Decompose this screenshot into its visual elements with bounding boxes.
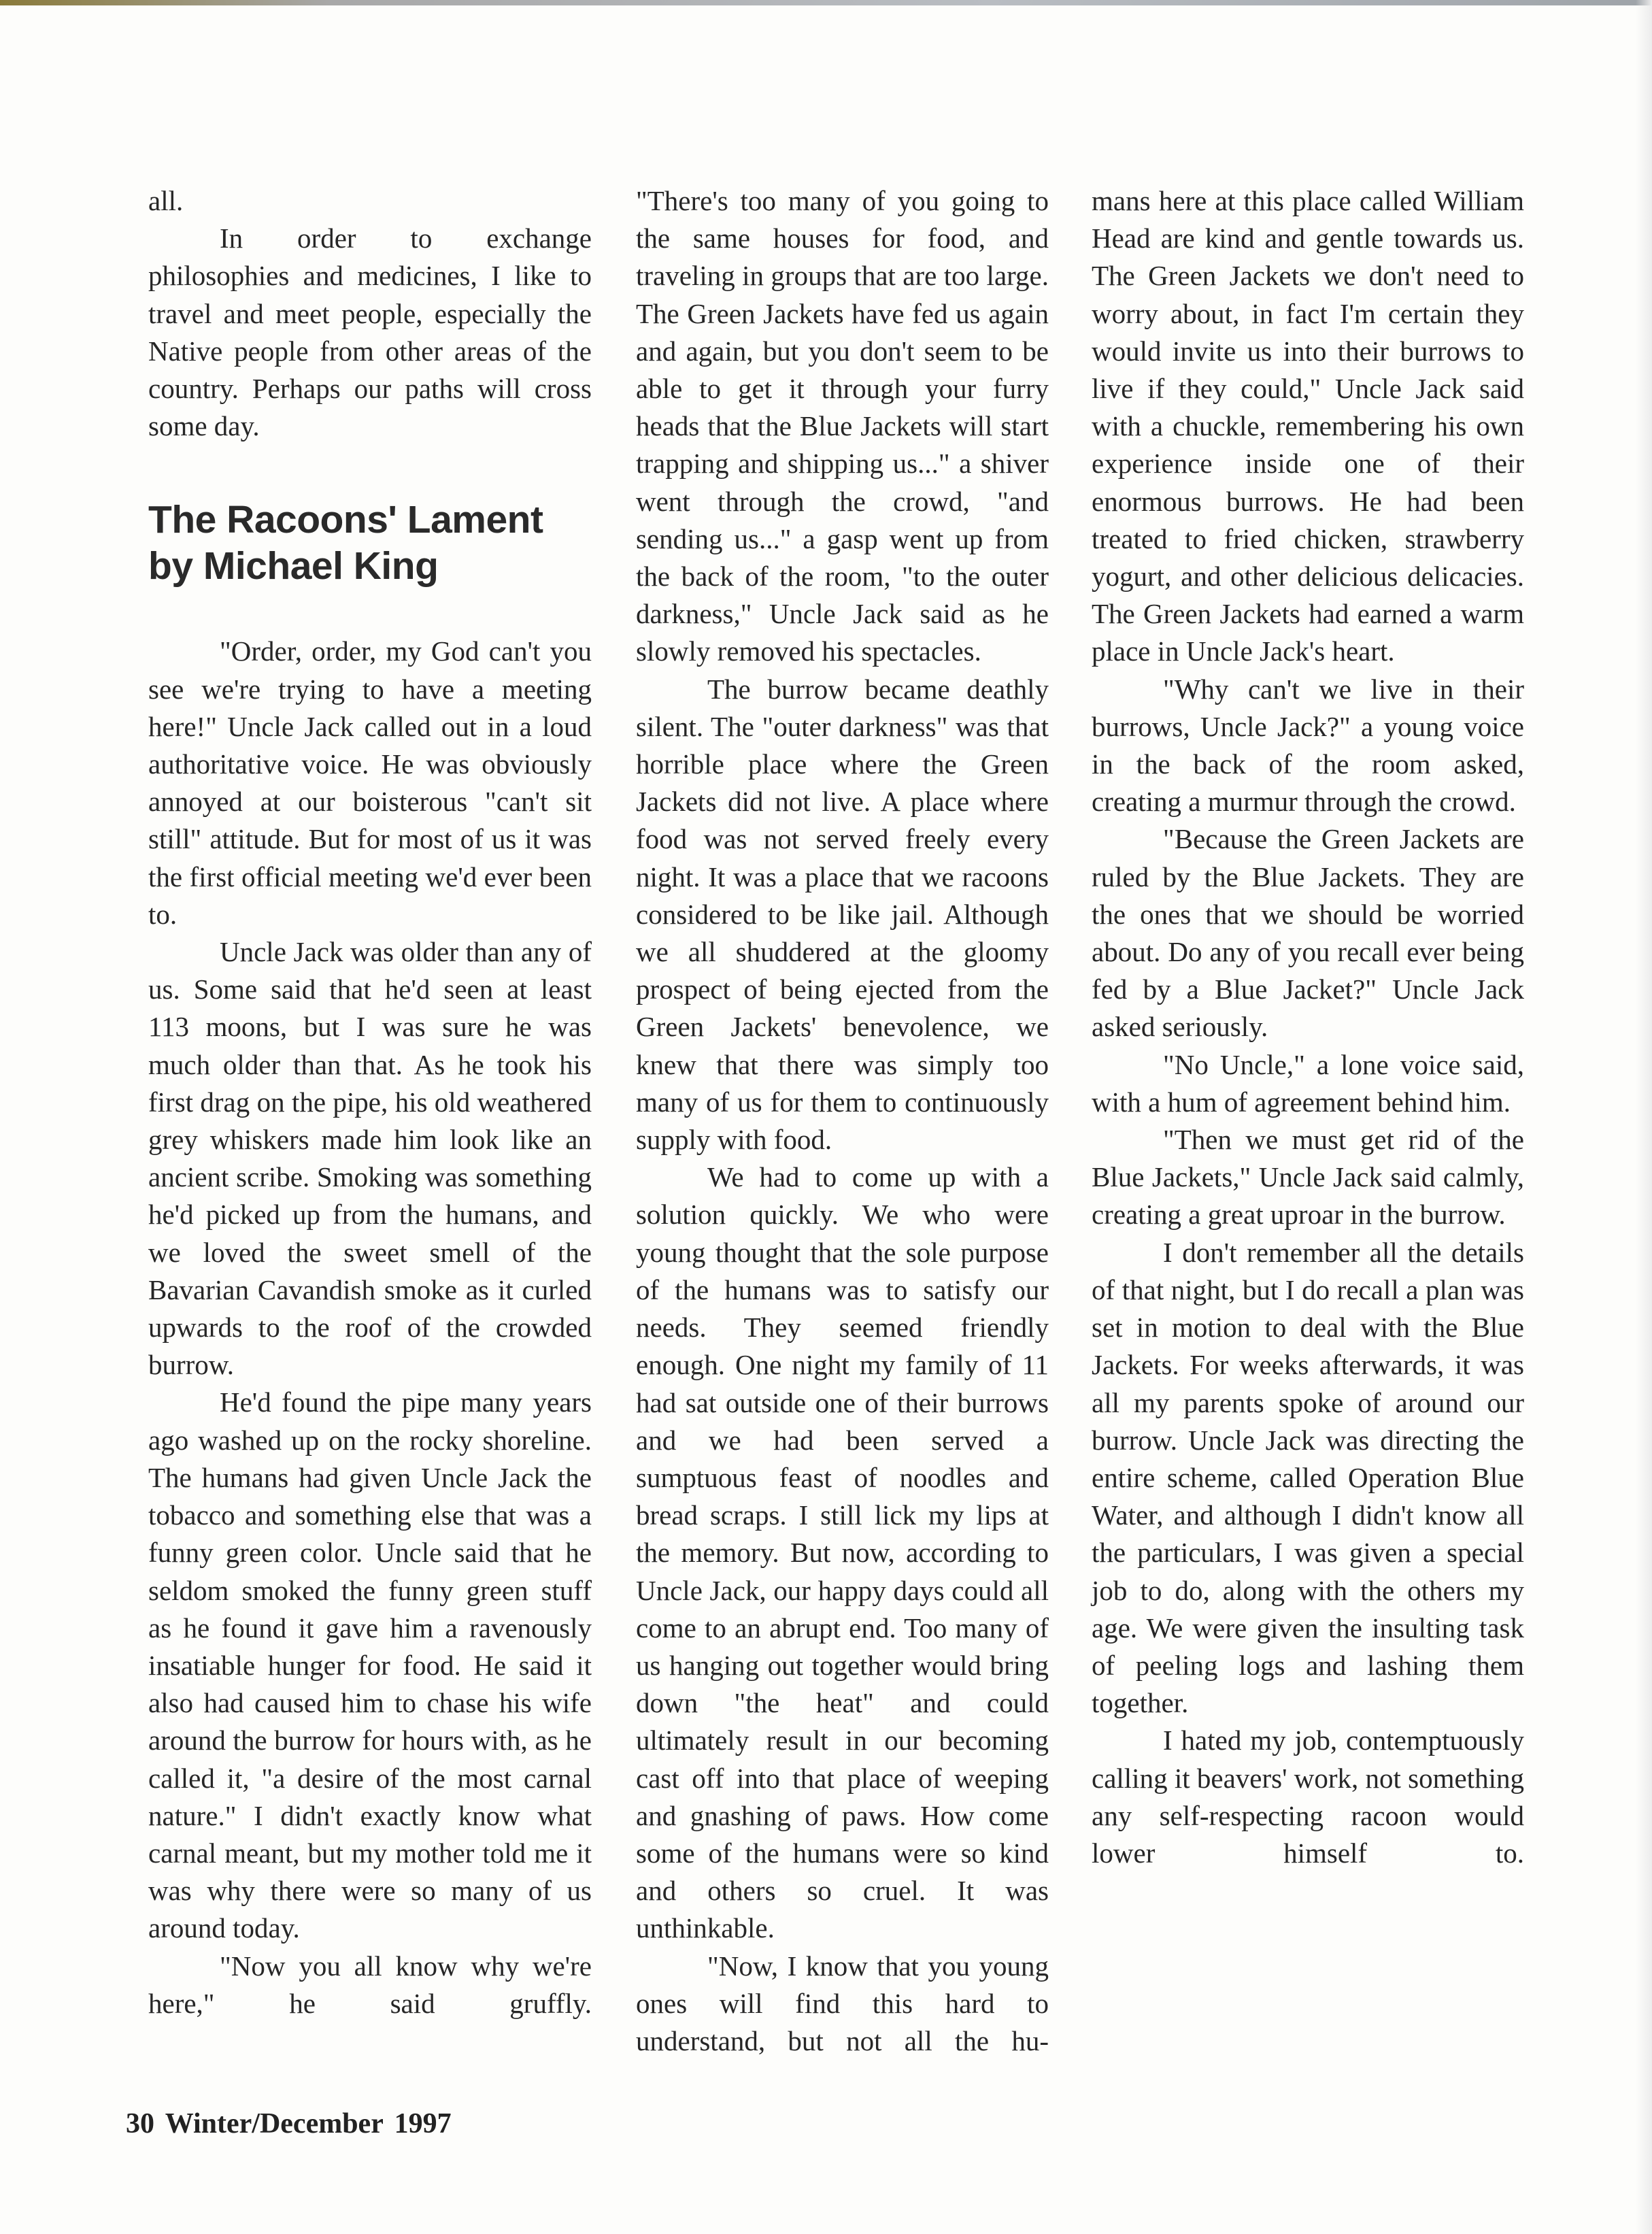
paragraph: "Then we must get rid of the Blue Jackets," Uncle Jack said calmly, creating a great uproar in the burrow.: [1092, 1124, 1524, 1231]
page-footer: [126, 2107, 452, 2140]
paragraph: "No Uncle," a lone voice said, with a hum of agreement behind him.: [1092, 1048, 1524, 1118]
paragraph: I hated my job, contemptuously calling it beavers' work, not something any self-respecting racoon would lower himself to.: [1092, 1724, 1524, 1869]
paragraph: The burrow became deathly silent. The "outer darkness" was that horrible place where the Green Jackets did not live. A place where food was not served freely every night. It was a place that we racoons considered to be like jail. Although we all shuddered at the gloomy prospect of being ejected from the Green Jackets' benevolence, we knew that there was simply too many of us for them to continuously supply with food.: [636, 673, 1049, 1156]
page-number: 30: [126, 2108, 154, 2139]
column-3: [1092, 182, 1524, 1872]
article-title: [148, 497, 592, 589]
issue-year: 1997: [394, 2108, 452, 2139]
issue-label: Winter/December: [165, 2108, 384, 2139]
column-1: [148, 182, 592, 2022]
column-2: [636, 182, 1049, 2060]
scan-top-edge: [0, 0, 1652, 5]
paragraph: I don't remember all the details of that night, but I do recall a plan was set in motion to deal with the Blue Jackets. For weeks afterwards, it was all my parents spoke of around our burrow. Uncle Jack was directing the entire scheme, called Operation Blue Water, and although I didn't know all the particulars, I was given a special job to do, along with the others my age. We were given the insulting task of peeling logs and lashing them together.: [1092, 1236, 1524, 1719]
article-title-line: The Racoons' Lament: [148, 498, 543, 542]
paragraph: all.: [148, 185, 184, 216]
paragraph: "Order, order, my God can't you see we're trying to have a meeting here!" Uncle Jack called out in a loud authoritative voice. He was obviously annoyed at our boisterous "can't sit still" attitude. But for most of us it was the first official meeting we'd ever been to.: [148, 635, 592, 930]
paragraph: In order to exchange philosophies and medicines, I like to travel and meet people, especially the Native people from other areas of the country. Perhaps our paths will cross some day.: [148, 222, 592, 442]
scan-right-edge: [1636, 0, 1652, 2234]
paragraph: "Because the Green Jackets are ruled by the Blue Jackets. They are the ones that we should be worried about. Do any of you recall ever being fed by a Blue Jacket?" Uncle Jack asked seriously.: [1092, 823, 1524, 1043]
paragraph: "Now you all know why we're here," he said gruffly.: [148, 1950, 592, 2019]
paragraph: "Now, I know that you young ones will find this hard to understand, but not all the hu-: [636, 1950, 1049, 2056]
paragraph: "There's too many of you going to the same houses for food, and traveling in groups that are too large. The Green Jackets have fed us again and again, but you don't seem to be able to get it through your furry heads that the Blue Jackets will start trapping and shipping us..." a shiver went through the crowd, "and sending us..." a gasp went up from the back of the room, "to the outer darkness," Uncle Jack said as he slowly removed his spectacles.: [636, 185, 1049, 667]
paragraph: He'd found the pipe many years ago washed up on the rocky shoreline. The humans had given Uncle Jack the tobacco and something else that was a funny green color. Uncle said that he seldom smoked the funny green stuff as he found it gave him a ravenously insatiable hunger for food. He said it also had caused him to chase his wife around the burrow for hours with, as he called it, "a desire of the most carnal nature." I didn't exactly know what carnal meant, but my mother told me it was why there were so many of us around today.: [148, 1386, 592, 1944]
paragraph: Uncle Jack was older than any of us. Some said that he'd seen at least 113 moons, but I was sure he was much older than that. As he took his first drag on the pipe, his old weathered grey whiskers made him look like an ancient scribe. Smoking was something he'd picked up from the humans, and we loved the sweet smell of the Bavarian Cavandish smoke as it curled upwards to the roof of the crowded burrow.: [148, 936, 592, 1381]
article-byline: by Michael King: [148, 544, 439, 588]
paragraph: mans here at this place called William Head are kind and gentle towards us. The Green Jackets we don't need to worry about, in fact I'm certain they would invite us into their burrows to live if they could," Uncle Jack said with a chuckle, remembering his own experience inside one of their enormous burrows. He had been treated to fried chicken, strawberry yogurt, and other delicious delicacies. The Green Jackets had earned a warm place in Uncle Jack's heart.: [1092, 185, 1524, 667]
paragraph: "Why can't we live in their burrows, Uncle Jack?" a young voice in the back of the room asked, creating a murmur through the crowd.: [1092, 673, 1524, 818]
paragraph: We had to come up with a solution quickly. We who were young thought that the sole purpose of the humans was to satisfy our needs. They seemed friendly enough. One night my family of 11 had sat outside one of their burrows and we had been served a sumptuous feast of noodles and bread scraps. I still lick my lips at the memory. But now, according to Uncle Jack, our happy days could all come to an abrupt end. Too many of us hanging out together would bring down "the heat" and could ultimately result in our becoming cast off into that place of weeping and gnashing of paws. How come some of the humans were so kind and others so cruel. It was unthinkable.: [636, 1161, 1049, 1944]
